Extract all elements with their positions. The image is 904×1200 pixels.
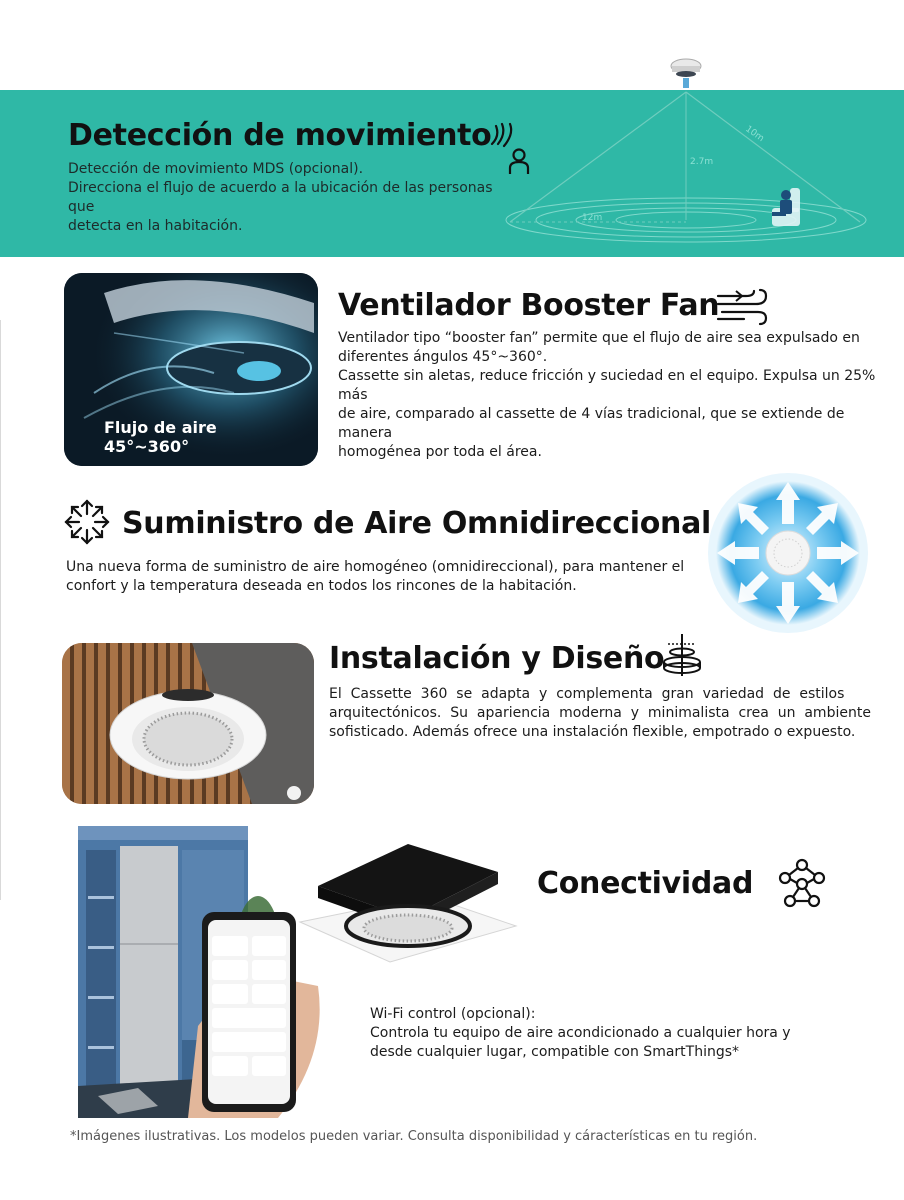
install-line: sofisticado. Además ofrece una instalación flexible, empotrado o expuesto. [329,724,856,740]
omni-line: confort y la temperatura deseada en todos los rincones de la habitación. [66,578,577,594]
fan-image-label [104,418,217,456]
omni-description [66,558,686,596]
ceiling-mount-icon [660,632,704,678]
booster-line: de aire, comparado al cassette de 4 vías tradicional, que se extiende de manera [338,406,845,441]
motion-line: Direcciona el flujo de acuerdo a la ubicación de las personas que [68,180,493,215]
booster-title: Ventilador Booster Fan [338,288,720,323]
connect-title: Conectividad [537,866,754,901]
motion-line: Detección de movimiento MDS (opcional). [68,161,364,177]
page-edge-line [0,320,1,900]
motion-sensor-icon [488,122,536,178]
connectivity-image [78,826,530,1118]
omni-airflow-image [706,472,870,634]
radius-label: 12m [582,213,603,223]
omni-line: Una nueva forma de suministro de aire homogéneo (omnidireccional), para mantener el [66,559,685,575]
connectivity-icon [776,858,828,910]
connect-description [370,1005,810,1062]
motion-detection-section [0,90,904,257]
fan-label-line-1: Flujo de aire [104,418,217,437]
motion-line: detecta en la habitación. [68,218,243,234]
installed-cassette-render [62,643,314,804]
smart-home-render [78,826,530,1118]
install-title: Instalación y Diseño [329,641,665,676]
ceiling-unit-image [664,52,708,94]
seated-person-image [772,188,800,226]
install-line: El Cassette 360 se adapta y complementa gran variedad de estilos [329,686,845,702]
booster-line: homogénea por toda el área. [338,444,542,460]
diagonal-label: 10m [743,124,766,145]
omnidirectional-arrows-icon [63,498,111,546]
booster-line: diferentes ángulos 45°~360°. [338,349,548,365]
fan-label-line-2: 45°~360° [104,437,190,456]
installation-image [62,643,314,804]
booster-fan-image [64,273,318,466]
motion-coverage-diagram [490,90,904,257]
connect-line: Wi-Fi control (opcional): [370,1006,536,1022]
install-line: arquitectónicos. Su apariencia moderna y minimalista crea un ambiente [329,705,871,721]
motion-title: Detección de movimiento [68,118,492,153]
footnote: *Imágenes ilustrativas. Los modelos pueden variar. Consulta disponibilidad y cáracterísticas en tu región. [70,1129,758,1144]
height-label: 2.7m [690,157,714,167]
booster-line: Cassette sin aletas, reduce fricción y suciedad en el equipo. Expulsa un 25% más [338,368,876,403]
wind-icon [716,288,770,326]
connect-line: Controla tu equipo de aire acondicionado a cualquier hora y [370,1025,791,1041]
connect-line: desde cualquier lugar, compatible con SmartThings* [370,1044,740,1060]
motion-description [68,160,508,236]
booster-description [338,329,878,462]
install-description [329,685,874,742]
booster-line: Ventilador tipo “booster fan” permite que el flujo de aire sea expulsado en [338,330,860,346]
omni-title: Suministro de Aire Omnidireccional [122,506,711,541]
